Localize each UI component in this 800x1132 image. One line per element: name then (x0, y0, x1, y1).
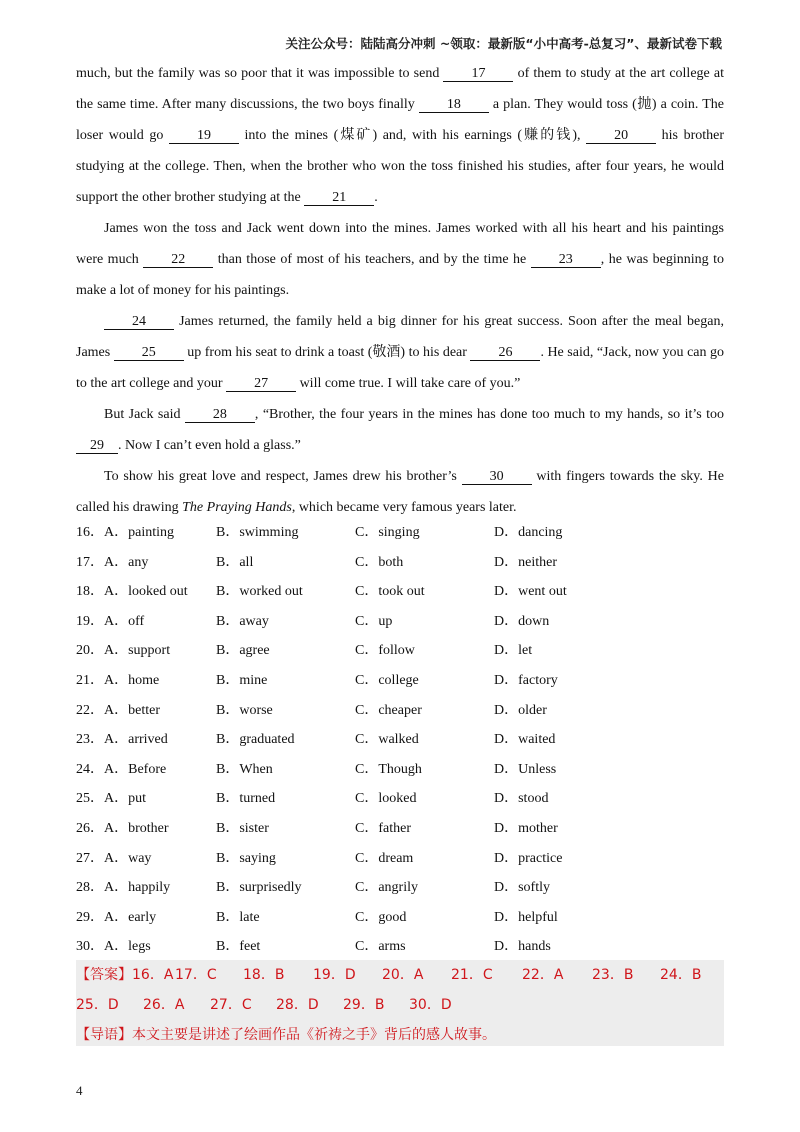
answer-item: 17．C (175, 967, 217, 983)
text: his brother studying at the college. Then, when the brother who won the toss finished his studies, after four years, he would support the other brother studying at the (76, 128, 725, 205)
blank-30: 30 (462, 469, 532, 485)
text: a plan. They would toss (抛) a coin. The loser would go (76, 97, 724, 143)
answer-item: 20．A (382, 967, 424, 983)
answer-item: 29．B (343, 997, 385, 1013)
option-b: B．When (216, 761, 273, 777)
option-a: 18．A．looked out (76, 584, 188, 600)
option-b: B．surprisedly (216, 880, 302, 896)
option-a: 26．A．brother (76, 820, 169, 836)
text: James won the toss and Jack went down into the mines. James worked with all his heart and his paintings were much (76, 221, 724, 267)
option-d: D．dancing (494, 525, 563, 540)
option-row (76, 577, 724, 607)
option-d: D．hands (494, 939, 551, 955)
answer-item: 21．C (451, 967, 493, 983)
option-b: B．worked out (216, 584, 303, 600)
option-a: 28．A．happily (76, 880, 171, 896)
answer-item: 25．D (76, 997, 119, 1013)
page-number: 4 (76, 1083, 83, 1098)
option-b: B．worse (216, 702, 273, 718)
option-c: C．walked (355, 732, 419, 748)
option-d: D．mother (494, 820, 558, 836)
option-a: 19．A．off (76, 613, 145, 629)
blank-22: 22 (143, 252, 213, 268)
blank-18: 18 (419, 97, 489, 113)
option-c: C．arms (355, 939, 406, 955)
text: , he was beginning to make a lot of money for his paintings. (76, 252, 724, 298)
blank-23: 23 (531, 252, 601, 268)
text: . Now I can’t even hold a glass.” (118, 438, 301, 453)
option-b: B．feet (216, 939, 261, 955)
answer-item: 30．D (409, 997, 452, 1013)
option-row (76, 814, 724, 844)
passage (76, 58, 724, 523)
option-c: C．college (355, 672, 419, 688)
option-c: C．Though (355, 761, 422, 777)
option-row (76, 903, 724, 933)
blank-20: 20 (586, 128, 656, 144)
option-row (76, 548, 724, 578)
option-c: C．singing (355, 525, 420, 540)
text: . He said, “Jack, now you can go to the art college and your (76, 345, 725, 391)
option-b: B．all (216, 554, 254, 570)
option-d: D．practice (494, 850, 563, 866)
paragraph-2 (76, 213, 724, 306)
paragraph-3 (76, 306, 724, 399)
option-d: D．softly (494, 880, 550, 896)
option-d: D．waited (494, 732, 556, 748)
answer-item: 18．B (243, 967, 285, 983)
option-d: D．stood (494, 791, 549, 807)
option-a: 22．A．better (76, 702, 160, 718)
text: with fingers towards the sky. He called his drawing (76, 469, 725, 515)
options-list (76, 518, 724, 962)
text: into the mines (煤矿) and, with his earnings (赚的钱), (238, 128, 587, 143)
option-b: B．away (216, 613, 269, 629)
option-b: B．mine (216, 672, 268, 688)
option-c: C．good (355, 909, 407, 925)
artwork-title: The Praying Hands (182, 500, 292, 515)
answer-item: 26．A (143, 997, 185, 1013)
answer-item: 27．C (210, 997, 252, 1013)
option-d: D．went out (494, 584, 567, 600)
option-row (76, 844, 724, 874)
blank-29: 29 (76, 438, 118, 454)
option-row (76, 932, 724, 962)
option-b: B．late (216, 909, 260, 925)
option-d: D．neither (494, 554, 557, 570)
option-row (76, 696, 724, 726)
answer-item: 【答案】16．A (76, 967, 174, 983)
option-b: B．sister (216, 820, 269, 836)
option-c: C．follow (355, 643, 415, 659)
text: will come true. I will take care of you.” (296, 376, 521, 391)
option-c: C．up (355, 613, 393, 629)
option-a: 16．A．painting (76, 525, 174, 540)
option-c: C．took out (355, 584, 425, 600)
option-a: 17．A．any (76, 554, 149, 570)
answer-item: 23．B (592, 967, 634, 983)
option-b: B．turned (216, 791, 276, 807)
option-row (76, 607, 724, 637)
option-d: D．factory (494, 672, 558, 688)
option-d: D．helpful (494, 909, 558, 925)
text: of them to study at the art college at the same time. After many discussions, the two boys finally (76, 66, 724, 112)
blank-24: 24 (104, 314, 174, 330)
blank-25: 25 (114, 345, 184, 361)
option-a: 21．A．home (76, 672, 160, 688)
option-row (76, 755, 724, 785)
text: But Jack said (104, 407, 185, 422)
blank-19: 19 (169, 128, 239, 144)
option-row (76, 725, 724, 755)
answer-item: 24．B (660, 967, 702, 983)
answer-item: 22．A (522, 967, 564, 983)
option-a: 20．A．support (76, 643, 171, 659)
option-b: B．saying (216, 850, 276, 866)
option-d: D．down (494, 613, 550, 629)
option-d: D．Unless (494, 761, 557, 777)
option-row (76, 873, 724, 903)
option-d: D．older (494, 702, 547, 718)
text: up from his seat to drink a toast (敬酒) to his dear (183, 345, 471, 360)
blank-21: 21 (304, 190, 374, 206)
option-c: C．father (355, 820, 411, 836)
text: , “Brother, the four years in the mines has done too much to my hands, so it’s too (254, 407, 725, 422)
text: much, but the family was so poor that it was impossible to send (76, 66, 444, 81)
answer-box (76, 960, 724, 1046)
answer-line-1 (76, 960, 724, 990)
option-a: 24．A．Before (76, 761, 167, 777)
guide-text: 【导语】本文主要是讲述了绘画作品《祈祷之手》背后的感人故事。 (76, 1027, 496, 1043)
answer-item: 19．D (313, 967, 356, 983)
option-row (76, 636, 724, 666)
option-c: C．dream (355, 850, 414, 866)
answer-item: 28．D (276, 997, 319, 1013)
option-b: B．swimming (216, 525, 299, 540)
blank-17: 17 (443, 66, 513, 82)
option-row (76, 784, 724, 814)
option-row (76, 666, 724, 696)
text: . (374, 190, 378, 205)
option-d: D．let (494, 643, 533, 659)
option-row (76, 518, 724, 548)
option-c: C．looked (355, 791, 417, 807)
option-c: C．angrily (355, 880, 418, 896)
blank-28: 28 (185, 407, 255, 423)
option-a: 27．A．way (76, 850, 152, 866)
paragraph-1 (76, 58, 724, 213)
blank-27: 27 (226, 376, 296, 392)
paragraph-5 (76, 461, 724, 523)
text: , which became very famous years later. (291, 500, 517, 515)
page-header: 关注公众号：陆陆高分冲刺 ~领取：最新版“小中高考-总复习”、最新试卷下载 (285, 36, 722, 51)
text: than those of most of his teachers, and by the time he (213, 252, 531, 267)
blank-26: 26 (470, 345, 540, 361)
text: To show his great love and respect, James drew his brother’s (104, 469, 462, 484)
text: James returned, the family held a big dinner for his great success. Soon after the meal began, James (76, 314, 724, 360)
option-b: B．graduated (216, 732, 295, 748)
paragraph-4 (76, 399, 724, 461)
option-a: 29．A．early (76, 909, 157, 925)
option-c: C．both (355, 554, 404, 570)
answer-line-2 (76, 990, 724, 1020)
option-b: B．agree (216, 643, 270, 659)
option-c: C．cheaper (355, 702, 422, 718)
option-a: 25．A．put (76, 791, 146, 807)
option-a: 23．A．arrived (76, 732, 168, 748)
option-a: 30．A．legs (76, 939, 151, 955)
